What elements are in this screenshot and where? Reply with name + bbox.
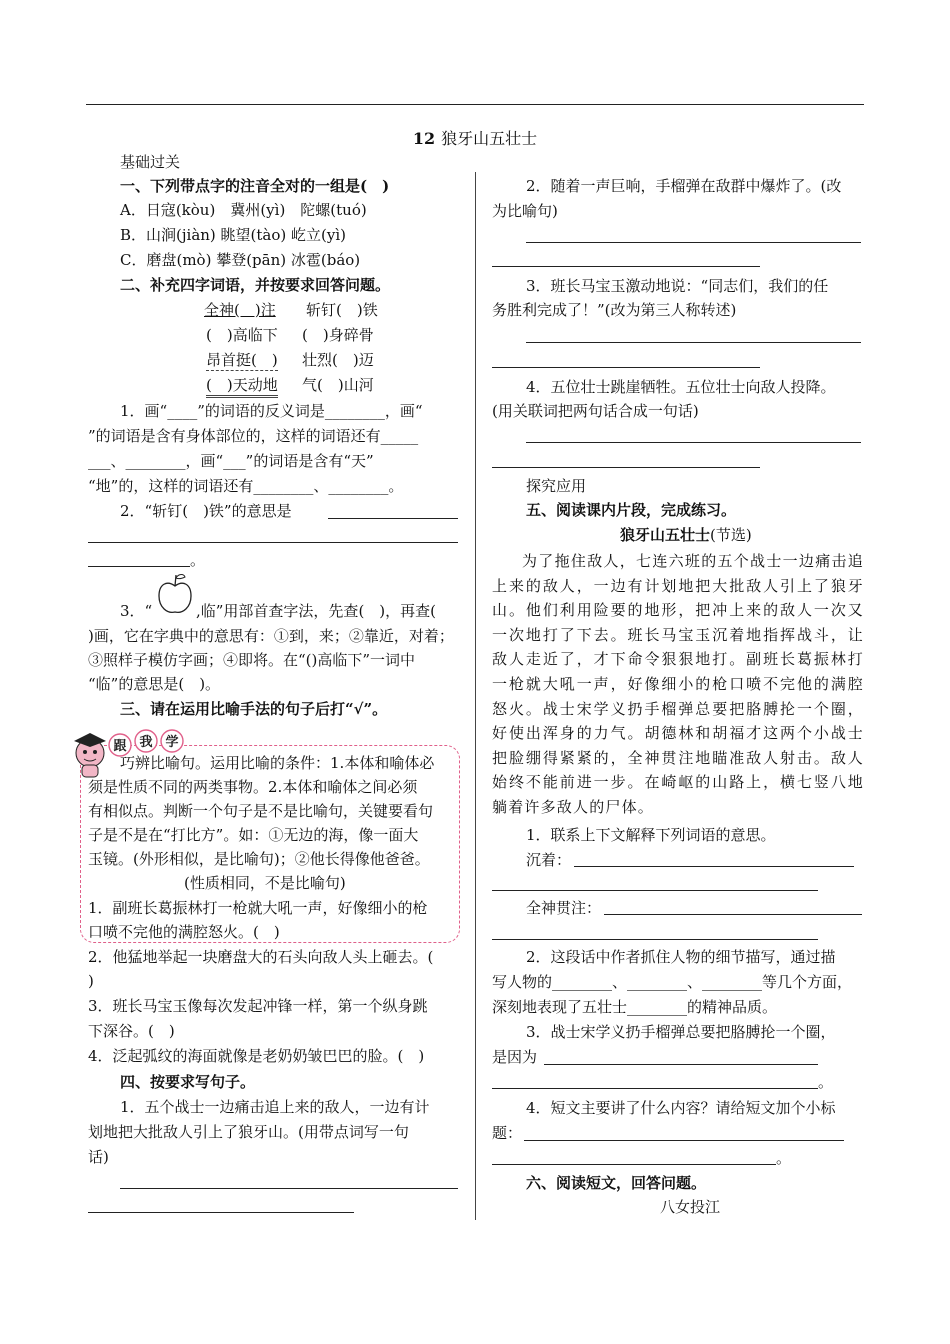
q5-heading: 五、阅读课内片段，完成练习。	[526, 501, 737, 519]
idiom-7: ( )天动地	[206, 375, 278, 398]
q5-sub3-line1: 3．战士宋学义扔手榴弹总要把胳膊抡一个圈，	[526, 1023, 836, 1041]
q5-sub3-line2: 是因为	[492, 1048, 538, 1066]
idiom-6: 壮烈( )迈	[302, 351, 374, 369]
answer-line[interactable]	[492, 1088, 818, 1089]
q2-heading: 二、补充四字词语，并按要求回答问题。	[120, 276, 391, 294]
q1-heading: 一、下列带点字的注音全对的一组是( )	[120, 177, 390, 195]
column-divider	[475, 172, 476, 1220]
period: 。	[776, 1149, 792, 1167]
word-chenzhuo: 沉着：	[526, 851, 572, 869]
idiom-4: ( )身碎骨	[302, 326, 374, 344]
answer-line[interactable]	[88, 1212, 354, 1213]
tip-line-6: (性质相同，不是比喻句)	[184, 874, 346, 892]
q2-sub1-line2: ”的词语是含有身体部位的，这样的词语还有_____	[88, 427, 419, 445]
q3-item2-line2: )	[88, 972, 94, 990]
tip-line-2: 须是性质不同的两类事物。2.本体和喻体之间必须	[88, 778, 418, 796]
mascot-char-2: 我	[139, 735, 153, 750]
q3-item3-line2: 下深谷。( )	[88, 1022, 175, 1040]
q4-sub3-line2: 务胜利完成了！”(改为第三人称转述)	[492, 301, 737, 319]
answer-line[interactable]	[524, 1140, 844, 1141]
q5-sub2-line1: 2．这段话中作者抓住人物的细节描写，通过描	[526, 948, 836, 966]
q5-sub2-line3: 深刻地表现了五壮士________的精神品质。	[492, 998, 778, 1016]
option-c: C．磨盘(mò) 攀登(pān) 冰雹(báo)	[120, 251, 361, 269]
section-explore: 探究应用	[526, 477, 587, 495]
tip-line-4: 子是不是在“打比方”。如：①无边的海，像一面大	[88, 826, 419, 844]
answer-line[interactable]	[492, 890, 818, 891]
answer-line[interactable]	[120, 1188, 458, 1189]
q6-heading: 六、阅读短文，回答问题。	[526, 1174, 707, 1192]
passage-title-note: (节选)	[710, 526, 752, 544]
q5-sub1: 1．联系上下文解释下列词语的意思。	[526, 826, 776, 844]
answer-line[interactable]	[492, 367, 760, 368]
q3-item3-line1: 3．班长马宝玉像每次发起冲锋一样，第一个纵身跳	[88, 997, 428, 1015]
period: 。	[190, 551, 206, 569]
idiom-5: 昂首挺( )	[206, 351, 278, 369]
lesson-number: 12	[412, 129, 436, 148]
q2-sub2: 2．“斩钉( )铁”的意思是	[120, 502, 292, 520]
mascot-char-1: 跟	[113, 739, 127, 754]
answer-line[interactable]	[492, 467, 760, 468]
passage-title-text: 狼牙山五壮士	[620, 526, 711, 544]
q2-sub3-line3: ③照样子模仿字画；④即将。在“()高临下”一词中	[88, 651, 416, 669]
lesson-title	[0, 126, 950, 149]
q4-heading: 四、按要求写句子。	[120, 1073, 256, 1091]
answer-line[interactable]	[328, 518, 458, 519]
answer-line[interactable]	[88, 542, 458, 543]
q2-sub3-rest: ,临”用部首查字法，先查( )，再查(	[196, 602, 436, 620]
idiom-2: 斩钉( )铁	[306, 301, 378, 319]
q2-sub3-line2: )画，它在字典中的意思有：①到，来；②靠近，对着；	[88, 627, 454, 645]
q4-sub4-line1: 4．五位壮士跳崖牺牲。五位壮士向敌人投降。	[526, 378, 836, 396]
answer-line[interactable]	[526, 442, 861, 443]
answer-line[interactable]	[492, 939, 818, 940]
q2-sub1-line3: ___、________，画“___”的词语是含有“天”	[88, 452, 374, 470]
idiom-8: 气( )山河	[302, 376, 374, 394]
passage-body: 为了拖住敌人，七连六班的五个战士一边痛击追上来的敌人，一边有计划地把大批敌人引上了狼牙山。他们利用险要的地形，把冲上来的敌人一次又一次地打了下去。班长马宝玉沉着地指挥战斗，让敌人走近了，才下命令狠狠地打。副班长葛振林打一枪就大吼一声，好像细小的枪口喷不完他的满腔怒火。战士宋学义扔手榴弹总要把胳膊抡一个圈，好使出浑身的力气。胡德林和胡福才这两个小战士把脸绷得紧紧的，全神贯注地瞄准敌人射击。敌人始终不能前进一步。在崎岖的山路上，横七竖八地躺着许多敌人的尸体。	[492, 552, 864, 816]
q4-sub2-line1: 2．随着一声巨响，手榴弹在敌群中爆炸了。(改	[526, 177, 842, 195]
tip-line-5: 玉镜。(外形相似，是比喻句)；②他长得像他爸爸。	[88, 850, 430, 868]
q2-sub3-start: 3．“	[120, 602, 153, 620]
q5-sub4-line2: 题：	[492, 1124, 523, 1142]
q3-item2-line1: 2．他猛地举起一块磨盘大的石头向敌人头上砸去。(	[88, 948, 434, 966]
q2-sub3-line4: “临”的意思是( )。	[88, 675, 221, 693]
q6-passage-title: 八女投江	[660, 1198, 721, 1216]
word-quanshen: 全神贯注：	[526, 899, 602, 917]
idiom-1: 全神( )注	[204, 301, 276, 319]
q3-item1-line2: 口喷不完他的满腔怒火。( )	[88, 923, 280, 941]
mascot-char-3: 学	[165, 735, 179, 750]
tip-line-3: 有相似点。判断一个句子是不是比喻句，关键要看句	[88, 802, 434, 820]
answer-line[interactable]	[492, 1164, 776, 1165]
answer-line[interactable]	[492, 266, 760, 267]
q4-sub2-line2: 为比喻句)	[492, 202, 558, 220]
answer-line[interactable]	[88, 566, 190, 567]
section-basic: 基础过关	[120, 153, 181, 171]
option-a: A．日寇(kòu) 冀州(yì) 陀螺(tuó)	[120, 201, 367, 219]
q4-sub1-line2: 划地把大批敌人引上了狼牙山。(用带点词写一句	[88, 1123, 409, 1141]
q4-sub3-line1: 3．班长马宝玉激动地说：“同志们，我们的任	[526, 277, 829, 295]
q2-sub1-line1: 1．画“____”的词语的反义词是________，画“	[120, 402, 423, 420]
lesson-name: 狼牙山五壮士	[441, 129, 538, 148]
q2-sub1-line4: “地”的，这样的词语还有________、________。	[88, 477, 404, 495]
q4-sub4-line2: (用关联词把两句话合成一句话)	[492, 402, 699, 420]
q3-heading: 三、请在运用比喻手法的句子后打“√”。	[120, 700, 388, 718]
q3-item4: 4．泛起弧纹的海面就像是老奶奶皱巴巴的脸。( )	[88, 1047, 425, 1065]
apple-icon	[157, 572, 193, 616]
answer-line[interactable]	[526, 342, 861, 343]
period: 。	[818, 1073, 834, 1091]
idiom-3: ( )高临下	[206, 326, 278, 344]
option-b: B．山涧(jiàn) 眺望(tào) 屹立(yì)	[120, 226, 346, 244]
answer-line[interactable]	[574, 866, 854, 867]
q4-sub1-line3: 话)	[88, 1148, 109, 1166]
answer-line[interactable]	[526, 242, 861, 243]
answer-line[interactable]	[544, 1064, 818, 1065]
header-rule	[86, 104, 864, 105]
q5-sub2-line2: 写人物的________、________、________等几个方面，	[492, 973, 853, 991]
q4-sub1-line1: 1．五个战士一边痛击追上来的敌人，一边有计	[120, 1098, 430, 1116]
q5-sub4-line1: 4．短文主要讲了什么内容？请给短文加个小标	[526, 1099, 836, 1117]
passage-title	[620, 525, 752, 545]
q3-item1-line1: 1．副班长葛振林打一枪就大吼一声，好像细小的枪	[88, 899, 428, 917]
tip-line-1: 巧辨比喻句。运用比喻的条件：1.本体和喻体必	[120, 754, 435, 772]
answer-line[interactable]	[604, 914, 862, 915]
